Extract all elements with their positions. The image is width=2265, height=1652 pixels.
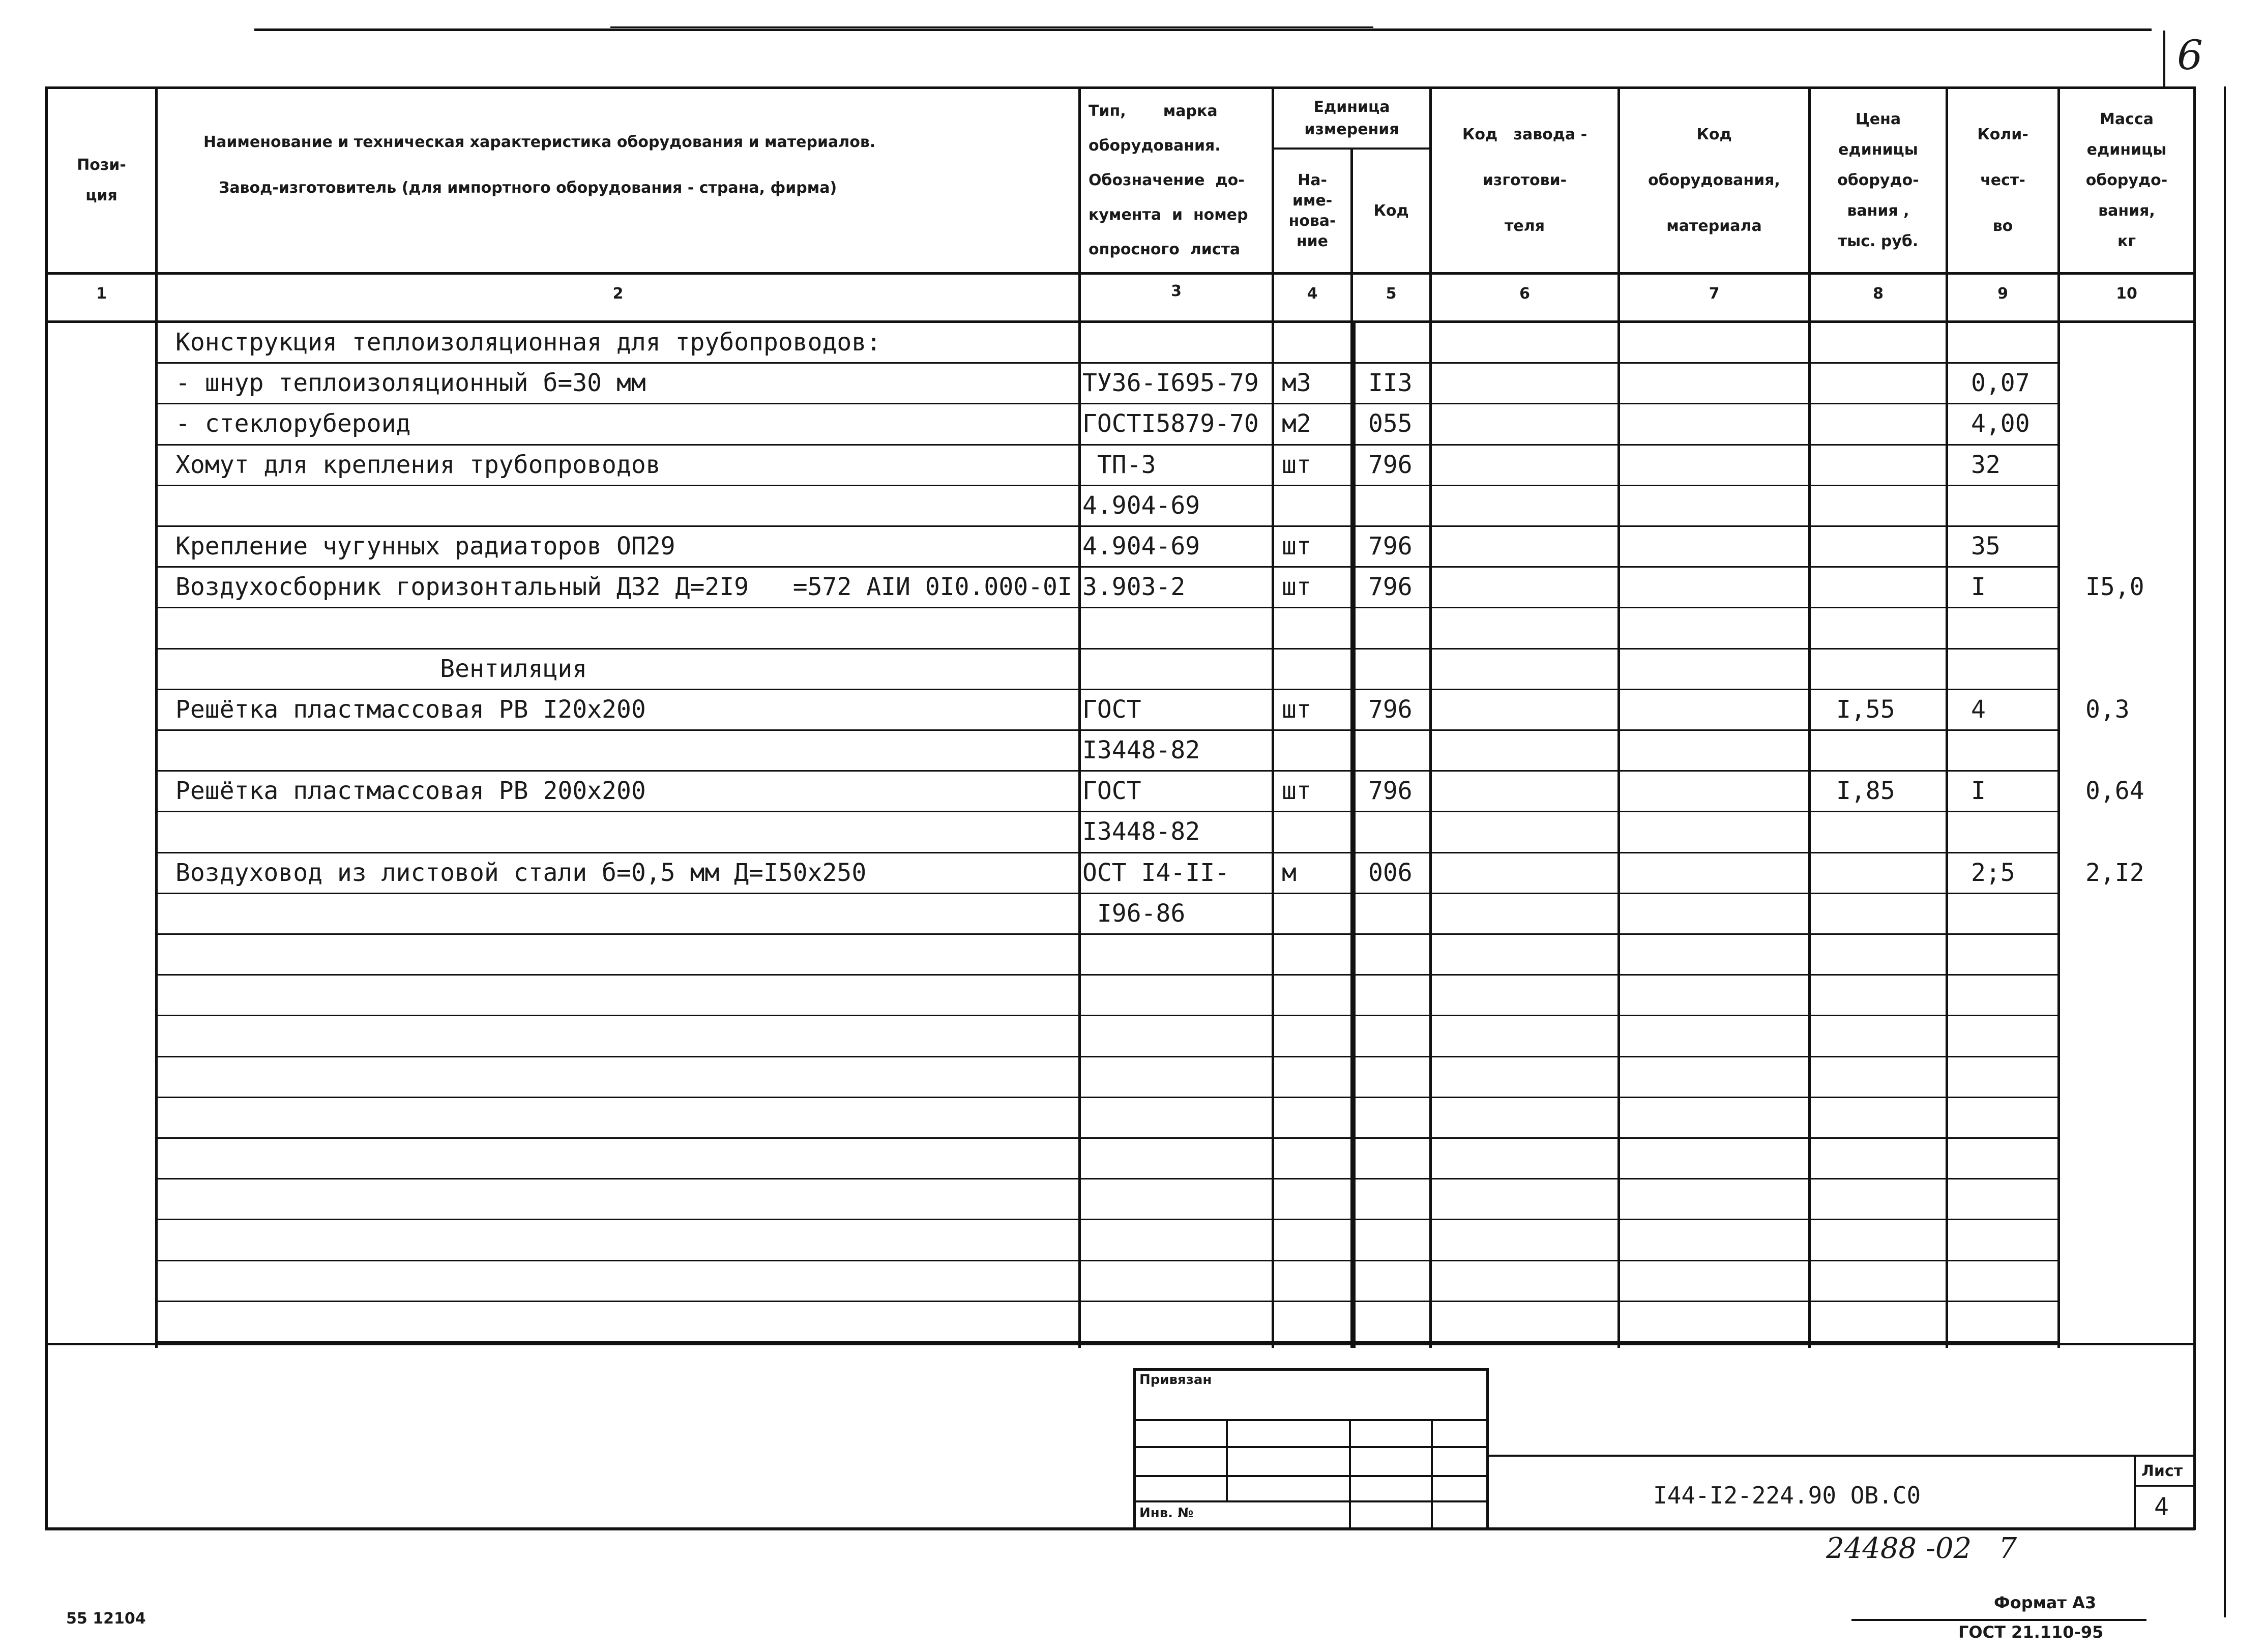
stamp-h4 bbox=[1133, 1500, 1488, 1502]
col-number-6: 6 bbox=[1519, 285, 1530, 303]
row-divider bbox=[155, 485, 2060, 486]
row-mass-cell: 0,3 bbox=[2085, 695, 2130, 724]
outer-right-line bbox=[2224, 86, 2226, 1617]
header-bottom-line bbox=[45, 272, 2195, 275]
row-type-cell: ОСТ I4-II- bbox=[1082, 858, 1229, 887]
col-number-10: 10 bbox=[2116, 285, 2137, 303]
sheet-box-left bbox=[2134, 1455, 2136, 1530]
stamp-v1 bbox=[1226, 1419, 1228, 1500]
row-divider bbox=[155, 607, 2060, 608]
row-divider bbox=[155, 974, 2060, 976]
row-name-cell: Хомут для крепления трубопроводов bbox=[175, 450, 661, 479]
row-code-cell: 796 bbox=[1368, 573, 1413, 602]
col-number-5: 5 bbox=[1386, 285, 1397, 303]
row-divider bbox=[155, 566, 2060, 568]
top-decor-line bbox=[254, 28, 2152, 31]
row-divider bbox=[155, 1137, 2060, 1139]
sheet-label: Лист bbox=[2141, 1462, 2183, 1480]
row-divider bbox=[155, 1301, 2060, 1302]
row-unit-cell: шт bbox=[1282, 532, 1311, 560]
header-name-line1: Наименование и техническая характеристика оборудования и материалов. bbox=[203, 133, 876, 151]
row-code-cell: 796 bbox=[1368, 695, 1413, 724]
row-qty-cell: 2;5 bbox=[1971, 858, 2015, 887]
row-divider bbox=[155, 811, 2060, 812]
row-qty-cell: 32 bbox=[1971, 450, 2001, 479]
colnum-bottom-line bbox=[45, 320, 2195, 323]
row-unit-cell: шт bbox=[1282, 450, 1311, 479]
row-qty-cell: I bbox=[1971, 777, 1986, 806]
row-name-cell: Решётка пластмассовая РВ I20х200 bbox=[175, 695, 646, 724]
row-divider bbox=[155, 770, 2060, 772]
row-qty-cell: 0,07 bbox=[1971, 369, 2030, 398]
row-unit-cell: шт bbox=[1282, 695, 1311, 724]
frame-left bbox=[45, 86, 48, 1530]
row-name-cell: Решётка пластмассовая РВ 200х200 bbox=[175, 777, 646, 806]
row-divider bbox=[155, 362, 2060, 364]
header-mass: Масса единицы оборудо- вания, кг bbox=[2085, 110, 2168, 250]
col-line-1 bbox=[155, 86, 158, 1348]
col-number-8: 8 bbox=[1873, 285, 1884, 303]
row-type-cell: I3448-82 bbox=[1082, 736, 1200, 764]
bottom-left-code: 55 12104 bbox=[66, 1610, 146, 1628]
col-number-3: 3 bbox=[1171, 282, 1182, 300]
row-divider bbox=[155, 893, 2060, 894]
row-type-cell: I96-86 bbox=[1082, 899, 1186, 928]
row-price-cell: I,55 bbox=[1836, 695, 1895, 724]
row-unit-cell: м bbox=[1282, 858, 1297, 887]
stamp-v3 bbox=[1431, 1419, 1433, 1530]
col-number-1: 1 bbox=[96, 285, 107, 303]
row-code-cell: 055 bbox=[1368, 409, 1413, 438]
row-code-cell: 006 bbox=[1368, 858, 1413, 887]
stamp-v2 bbox=[1349, 1419, 1351, 1530]
frame-bottom bbox=[45, 1527, 2195, 1530]
row-code-cell: II3 bbox=[1368, 369, 1413, 398]
stamp-h2 bbox=[1133, 1446, 1488, 1448]
designation-top bbox=[1488, 1455, 2195, 1457]
row-unit-cell: м2 bbox=[1282, 409, 1311, 438]
header-unit-group: Единица измерения bbox=[1304, 98, 1399, 138]
row-type-cell: ГОСТ bbox=[1082, 777, 1141, 806]
row-code-cell: 796 bbox=[1368, 450, 1413, 479]
stamp-right-inner bbox=[1486, 1368, 1489, 1530]
row-type-cell: ГОСТI5879-70 bbox=[1082, 409, 1259, 438]
col-line-3 bbox=[1272, 86, 1274, 1348]
row-divider bbox=[155, 1097, 2060, 1098]
corner-box-left bbox=[2163, 31, 2165, 86]
gost-label: ГОСТ 21.110-95 bbox=[1958, 1622, 2104, 1642]
col-number-2: 2 bbox=[612, 285, 624, 303]
header-unit-name: На- име- нова- ние bbox=[1288, 171, 1336, 250]
top-decor-line-2 bbox=[610, 26, 1373, 28]
row-divider bbox=[155, 1056, 2060, 1057]
col-line-6 bbox=[1617, 86, 1620, 1348]
row-divider bbox=[155, 525, 2060, 527]
row-divider bbox=[155, 1219, 2060, 1220]
header-type: Тип, марка оборудования. Обозначение до- кумента и номер опросного листа bbox=[1089, 102, 1248, 258]
row-name-cell: Конструкция теплоизоляционная для трубопроводов: bbox=[175, 328, 881, 357]
sheet-number: 4 bbox=[2154, 1493, 2169, 1521]
sheet-corner-number: 6 bbox=[2177, 32, 2203, 79]
row-price-cell: I,85 bbox=[1836, 777, 1895, 806]
row-code-cell: 796 bbox=[1368, 777, 1413, 806]
row-qty-cell: 4,00 bbox=[1971, 409, 2030, 438]
row-unit-cell: м3 bbox=[1282, 369, 1311, 398]
row-divider bbox=[155, 1178, 2060, 1179]
sheet-box-mid bbox=[2134, 1485, 2195, 1487]
row-divider bbox=[155, 933, 2060, 935]
document-designation: I44-I2-224.90 ОВ.С0 bbox=[1653, 1482, 1921, 1509]
stamp-inv-label: Инв. № bbox=[1139, 1506, 1194, 1521]
row-divider bbox=[155, 403, 2060, 404]
stamp-left bbox=[1133, 1368, 1136, 1530]
col-line-5 bbox=[1429, 86, 1432, 1348]
col-line-4b bbox=[1353, 320, 1356, 1348]
row-type-cell: ГОСТ bbox=[1082, 695, 1141, 724]
row-mass-cell: 0,64 bbox=[2085, 777, 2144, 806]
row-divider bbox=[155, 1260, 2060, 1261]
header-plant-code: Код завода - изготови- теля bbox=[1462, 126, 1587, 235]
stamp-h1 bbox=[1133, 1419, 1488, 1421]
row-name-cell: Вентиляция bbox=[175, 654, 587, 683]
row-mass-cell: I5,0 bbox=[2085, 573, 2144, 602]
row-name-cell: Воздуховод из листовой стали б=0,5 мм Д=I50х250 bbox=[175, 858, 867, 887]
row-name-cell: Воздухосборник горизонтальный Д32 Д=2I9 =572 АIИ 0I0.000-0I bbox=[175, 573, 1072, 602]
body-bottom-line bbox=[45, 1343, 2195, 1345]
row-divider bbox=[155, 1341, 2060, 1343]
row-name-cell: - стеклорубероид bbox=[175, 409, 411, 438]
header-name-line2: Завод-изготовитель (для импортного оборудования - страна, фирма) bbox=[219, 179, 837, 197]
row-type-cell: I3448-82 bbox=[1082, 817, 1200, 846]
row-name-cell: - шнур теплоизоляционный б=30 мм bbox=[175, 369, 646, 398]
col-line-8 bbox=[1946, 86, 1948, 1348]
handwritten-archive-code: 24488 -02 7 bbox=[1826, 1532, 2017, 1565]
stamp-h3 bbox=[1133, 1475, 1488, 1477]
stamp-top bbox=[1133, 1368, 1488, 1371]
row-qty-cell: 35 bbox=[1971, 532, 2001, 560]
header-position: Пози- ция bbox=[77, 156, 126, 204]
col-number-7: 7 bbox=[1709, 285, 1720, 303]
footer-line bbox=[1851, 1619, 2146, 1621]
col-line-7 bbox=[1808, 86, 1811, 1348]
row-divider bbox=[155, 729, 2060, 731]
row-type-cell: 4.904-69 bbox=[1082, 491, 1200, 520]
row-mass-cell: 2,I2 bbox=[2085, 858, 2144, 887]
row-divider bbox=[155, 444, 2060, 446]
row-unit-cell: шт bbox=[1282, 777, 1311, 806]
col-line-9 bbox=[2057, 86, 2060, 1348]
row-qty-cell: 4 bbox=[1971, 695, 1986, 724]
row-unit-cell: шт bbox=[1282, 573, 1311, 602]
row-divider bbox=[155, 689, 2060, 690]
row-type-cell: ТУ36-I695-79 bbox=[1082, 369, 1259, 398]
format-label: Формат А3 bbox=[1994, 1593, 2097, 1612]
header-unit-code: Код bbox=[1373, 201, 1409, 220]
row-divider bbox=[155, 852, 2060, 853]
col-number-4: 4 bbox=[1307, 285, 1318, 303]
row-qty-cell: I bbox=[1971, 573, 1986, 602]
col-line-2 bbox=[1078, 86, 1081, 1348]
frame-right bbox=[2193, 86, 2196, 1530]
stamp-bound-label: Привязан bbox=[1139, 1372, 1212, 1388]
row-name-cell: Крепление чугунных радиаторов ОП29 bbox=[175, 532, 675, 560]
col-number-9: 9 bbox=[1997, 285, 2008, 303]
row-type-cell: ТП-3 bbox=[1082, 450, 1156, 479]
header-price: Цена единицы оборудо- вания , тыс. руб. bbox=[1837, 110, 1919, 250]
row-code-cell: 796 bbox=[1368, 532, 1413, 560]
row-divider bbox=[155, 1015, 2060, 1016]
row-type-cell: 4.904-69 bbox=[1082, 532, 1200, 560]
header-quantity: Коли- чест- во bbox=[1977, 126, 2028, 235]
header-material-code: Код оборудования, материала bbox=[1648, 126, 1780, 235]
row-divider bbox=[155, 648, 2060, 650]
row-type-cell: 3.903-2 bbox=[1082, 573, 1186, 602]
